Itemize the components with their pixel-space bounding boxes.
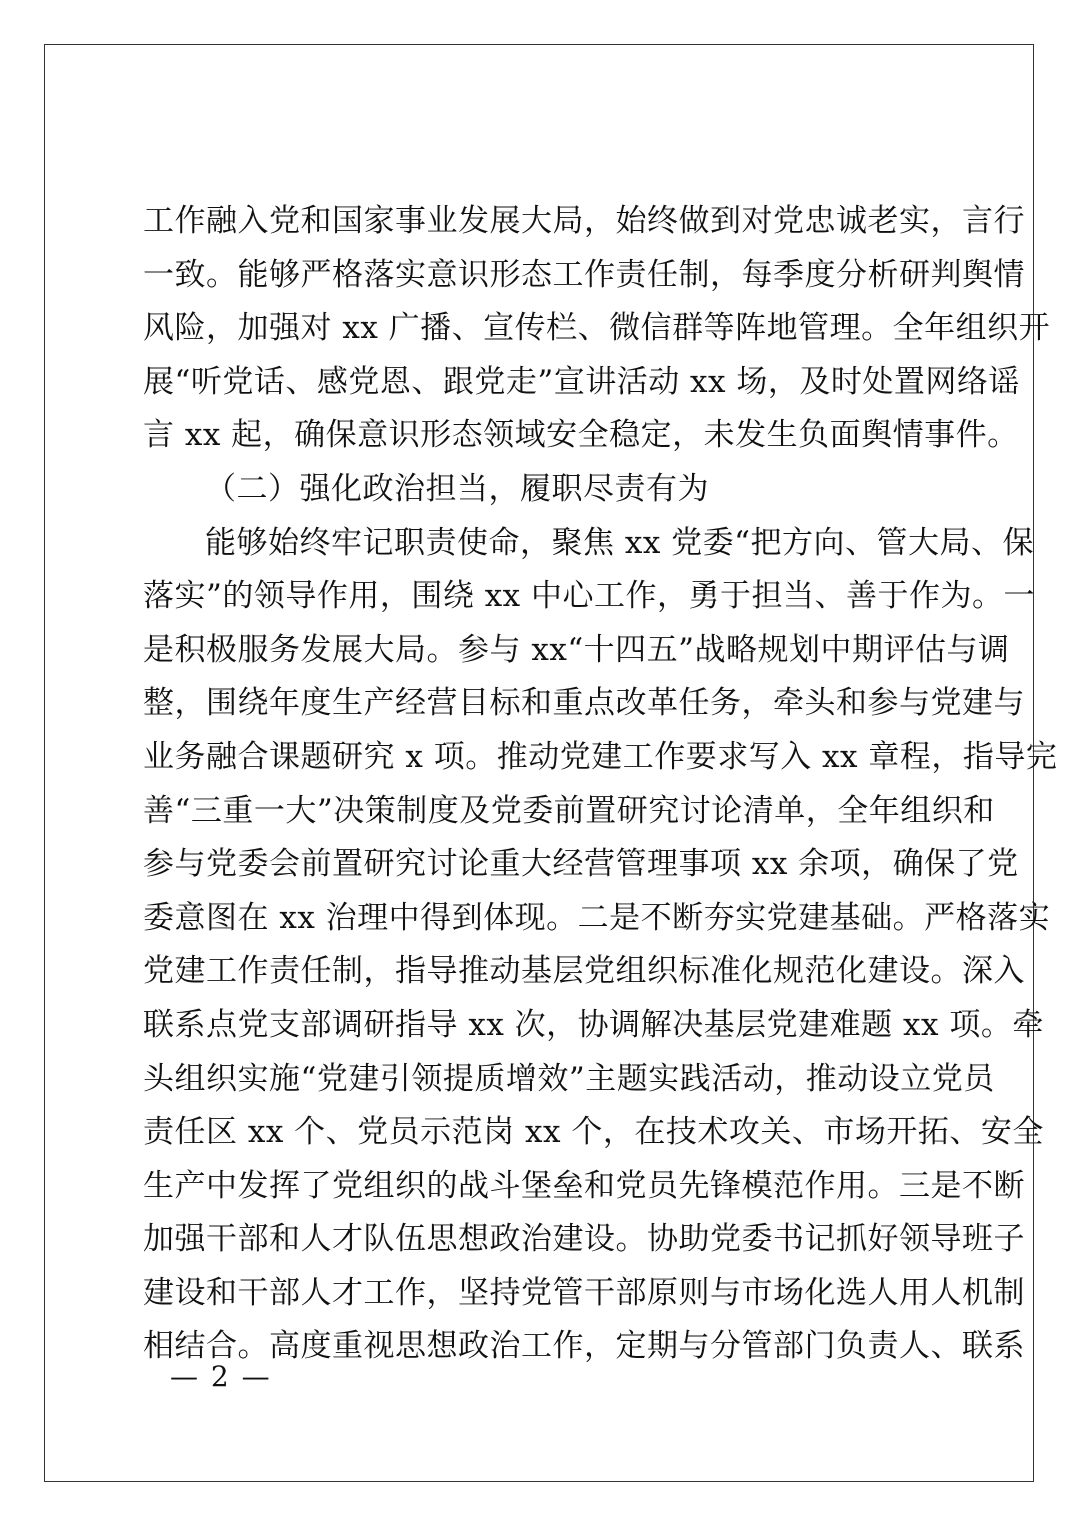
text-line: 生产中发挥了党组织的战斗堡垒和党员先锋模范作用。三是不断 (143, 1167, 1025, 1204)
text-line: 展“听党话、感党恩、跟党走”宣讲活动 xx 场，及时处置网络谣 (143, 363, 1020, 400)
text-line: 言 xx 起，确保意识形态领域安全稳定，未发生负面舆情事件。 (143, 417, 1019, 454)
document-body (143, 195, 1058, 1374)
text-line: 建设和干部人才工作，坚持党管干部原则与市场化选人用人机制 (143, 1274, 1025, 1311)
text-line: 落实”的领导作用，围绕 xx 中心工作，勇于担当、善于作为。一 (143, 578, 1036, 615)
page-number: — 2 — (170, 1360, 272, 1393)
text-line: 能够始终牢记职责使命，聚焦 xx 党委“把方向、管大局、保 (205, 524, 1035, 561)
text-line: 善“三重一大”决策制度及党委前置研究讨论清单，全年组织和 (143, 792, 995, 829)
text-line: 党建工作责任制，指导推动基层党组织标准化规范化建设。深入 (143, 953, 1025, 990)
text-line: 加强干部和人才队伍思想政治建设。协助党委书记抓好领导班子 (143, 1221, 1025, 1258)
text-line: 责任区 xx 个、党员示范岗 xx 个，在技术攻关、市场开拓、安全 (143, 1114, 1044, 1151)
section-heading: （二）强化政治担当，履职尽责有为 (205, 470, 709, 507)
text-line: 一致。能够严格落实意识形态工作责任制，每季度分析研判舆情 (143, 256, 1025, 293)
text-line: 整，围绕年度生产经营目标和重点改革任务，牵头和参与党建与 (143, 685, 1025, 722)
text-line: 风险，加强对 xx 广播、宣传栏、微信群等阵地管理。全年组织开 (143, 310, 1051, 347)
text-line: 联系点党支部调研指导 xx 次，协调解决基层党建难题 xx 项。牵 (143, 1006, 1044, 1043)
text-line: 工作融入党和国家事业发展大局，始终做到对党忠诚老实，言行 (143, 203, 1025, 239)
text-line: 头组织实施“党建引领提质增效”主题实践活动，推动设立党员 (143, 1060, 995, 1097)
text-line: 委意图在 xx 治理中得到体现。二是不断夯实党建基础。严格落实 (143, 899, 1051, 936)
text-line: 业务融合课题研究 x 项。推动党建工作要求写入 xx 章程，指导完 (143, 738, 1058, 775)
text-line: 是积极服务发展大局。参与 xx“十四五”战略规划中期评估与调 (143, 631, 1010, 668)
text-line: 参与党委会前置研究讨论重大经营管理事项 xx 余项，确保了党 (143, 846, 1019, 883)
text-line: 相结合。高度重视思想政治工作，定期与分管部门负责人、联系 (143, 1328, 1025, 1365)
